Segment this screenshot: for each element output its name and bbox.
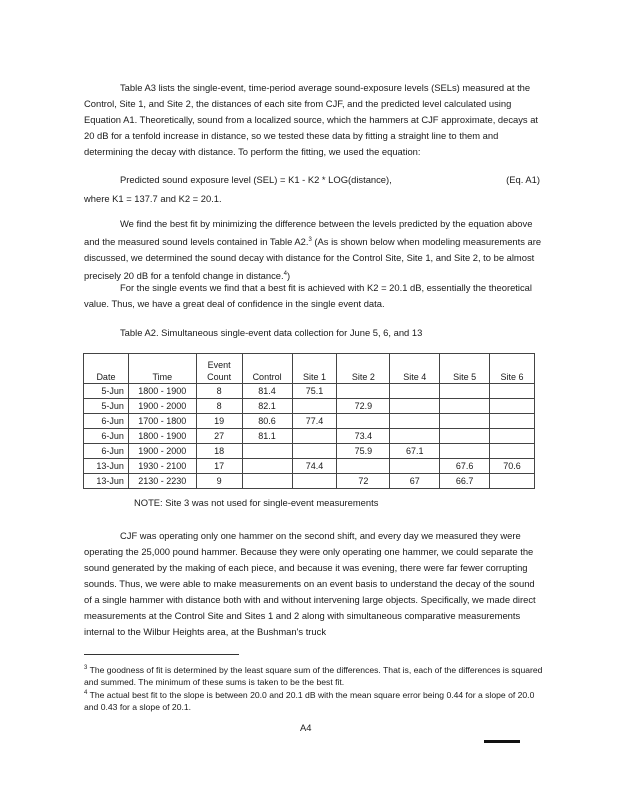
- table-cell: 1900 - 2000: [128, 444, 196, 459]
- column-header: Site 6: [490, 354, 535, 384]
- table-cell: 1900 - 2000: [128, 399, 196, 414]
- table-cell: 18: [196, 444, 242, 459]
- table-cell: [292, 444, 337, 459]
- table-cell: 82.1: [242, 399, 292, 414]
- table-cell: 17: [196, 459, 242, 474]
- table-cell: [242, 444, 292, 459]
- footnote-ref-4: 4: [283, 271, 287, 278]
- table-cell: 73.4: [337, 429, 390, 444]
- column-header: Site 2: [337, 354, 390, 384]
- paragraph-intro-text: Table A3 lists the single-event, time-period average sound-exposure levels (SELs) measured at the Control, Site 1, and Site 2, the distances of each site from CJF, and the predicted level calculated using Equation A1. Theoretically, sound from a localized source, which the hammers at CJF approximate, decays at 20 dB for a tenfold increase in distance, so we tested these data by fitting a straight line to them and determining the decay with distance. To perform the fitting, we used the equation:: [84, 82, 539, 157]
- table-row: [84, 474, 535, 489]
- table-cell: 75.1: [292, 384, 337, 399]
- table-cell: 77.4: [292, 414, 337, 429]
- table-row: [84, 429, 535, 444]
- footnote-3: [84, 662, 544, 688]
- column-header: Site 1: [292, 354, 337, 384]
- table-cell: 2130 - 2230: [128, 474, 196, 489]
- table-row: [84, 384, 535, 399]
- table-row: [84, 459, 535, 474]
- table-cell: 1800 - 1900: [128, 384, 196, 399]
- table-cell: 67.6: [440, 459, 490, 474]
- table-cell: [490, 414, 535, 429]
- table-cell: 19: [196, 414, 242, 429]
- table-cell: 80.6: [242, 414, 292, 429]
- table-row: [84, 414, 535, 429]
- table-row: [84, 444, 535, 459]
- footnote-4: [84, 687, 544, 713]
- column-header: Control: [242, 354, 292, 384]
- table-cell: 74.4: [292, 459, 337, 474]
- table-cell: 5-Jun: [84, 399, 129, 414]
- page-number: A4: [300, 722, 312, 733]
- table-cell: [337, 414, 390, 429]
- paragraph-best-fit-a: We find the best fit by minimizing the difference between the levels predicted by the equation above and the measured sound levels contained in Table A2.: [84, 218, 533, 248]
- table-cell: 13-Jun: [84, 459, 129, 474]
- table-cell: 1930 - 2100: [128, 459, 196, 474]
- paragraph-operations-text: CJF was operating only one hammer on the second shift, and every day we measured they were operating the 25,000 pound hammer. Because they were only operating one hammer, we could separate the sound generated by the making of each piece, and because it was evening, there were far fewer corrupting sounds. Thus, we were able to make measurements on an event basis to understand the decay of the sound of a single hammer with distance both with and without intervening large objects. Specifically, we made direct measurements at the Control Site and Sites 1 and 2 along with simultaneous comparative measurements internal to the Wilbur Heights area, at the Bushman's truck: [84, 530, 536, 637]
- table-cell: 27: [196, 429, 242, 444]
- table-cell: 70.6: [490, 459, 535, 474]
- table-cell: [390, 429, 440, 444]
- footnote-ref-3: 3: [308, 237, 312, 243]
- paragraph-best-fit-b: (As is shown below when modeling measurements are discussed, we determined the sound decay with distance for the Control Site, Site 1, and Site 2, to be almost precisely 20 dB for a tenfold change in distance.: [84, 236, 542, 282]
- paragraph-intro: [84, 80, 544, 160]
- table-cell: [390, 414, 440, 429]
- table-cell: 6-Jun: [84, 444, 129, 459]
- table-cell: [490, 444, 535, 459]
- table-cell: 1700 - 1800: [128, 414, 196, 429]
- column-header: Site 4: [390, 354, 440, 384]
- table-cell: 5-Jun: [84, 384, 129, 399]
- paragraph-operations: [84, 528, 544, 640]
- equation-text: Predicted sound exposure level (SEL) = K1 - K2 * LOG(distance),: [120, 174, 392, 185]
- equation-constants: where K1 = 137.7 and K2 = 20.1.: [84, 193, 222, 204]
- table-cell: [292, 399, 337, 414]
- column-header: Event Count: [196, 354, 242, 384]
- footnote-4-text: The actual best fit to the slope is between 20.0 and 20.1 dB with the mean square error being 0.44 for a slope of 20.0 and 0.43 for a slope of 20.1.: [84, 689, 535, 712]
- table-cell: [490, 474, 535, 489]
- table-cell: [390, 459, 440, 474]
- table-cell: [440, 384, 490, 399]
- table-cell: 81.4: [242, 384, 292, 399]
- table-cell: 6-Jun: [84, 414, 129, 429]
- table-row: [84, 399, 535, 414]
- table-cell: 8: [196, 399, 242, 414]
- table-cell: [440, 444, 490, 459]
- table-cell: [490, 399, 535, 414]
- paragraph-single-events-text: For the single events we find that a best fit is achieved with K2 = 20.1 dB, essentially the theoretical value. Thus, we have a great deal of confidence in the single event data.: [84, 282, 532, 309]
- page-mark: [484, 740, 520, 743]
- table-cell: [490, 384, 535, 399]
- table-cell: [390, 399, 440, 414]
- table-cell: 81.1: [242, 429, 292, 444]
- table-body: [84, 384, 535, 489]
- table-cell: [292, 474, 337, 489]
- paragraph-best-fit: [84, 216, 544, 284]
- table-cell: 1800 - 1900: [128, 429, 196, 444]
- footnote-3-number: 3: [84, 665, 88, 671]
- table-cell: [337, 459, 390, 474]
- equation-label: (Eq. A1): [506, 174, 540, 185]
- table-cell: 67.1: [390, 444, 440, 459]
- table-cell: [242, 459, 292, 474]
- table-cell: [242, 474, 292, 489]
- table-cell: [440, 429, 490, 444]
- table-cell: [440, 399, 490, 414]
- column-header: Site 5: [440, 354, 490, 384]
- table-header-row: [84, 354, 535, 384]
- table-cell: 72: [337, 474, 390, 489]
- table-cell: 6-Jun: [84, 429, 129, 444]
- table-cell: [490, 429, 535, 444]
- table-cell: [390, 384, 440, 399]
- table-cell: [337, 384, 390, 399]
- table-cell: 8: [196, 384, 242, 399]
- table-cell: [440, 414, 490, 429]
- equation-line: [120, 172, 540, 188]
- table-cell: [292, 429, 337, 444]
- table-caption: Table A2. Simultaneous single-event data collection for June 5, 6, and 13: [120, 327, 423, 338]
- table-cell: 72.9: [337, 399, 390, 414]
- single-event-table: [83, 353, 535, 489]
- table-cell: 13-Jun: [84, 474, 129, 489]
- paragraph-single-events: [84, 280, 544, 312]
- table-cell: 75.9: [337, 444, 390, 459]
- table-cell: 67: [390, 474, 440, 489]
- paragraph-best-fit-c: ): [286, 270, 291, 282]
- footnote-separator: [84, 654, 239, 655]
- footnote-3-text: The goodness of fit is determined by the least square sum of the differences. That is, each of the differences is squared and summed. The minimum of these sums is taken to be the best fit.: [84, 664, 543, 687]
- table-cell: 9: [196, 474, 242, 489]
- table-note: NOTE: Site 3 was not used for single-event measurements: [134, 497, 379, 508]
- column-header: Time: [128, 354, 196, 384]
- footnote-4-number: 4: [84, 690, 88, 696]
- column-header: Date: [84, 354, 129, 384]
- table-cell: 66.7: [440, 474, 490, 489]
